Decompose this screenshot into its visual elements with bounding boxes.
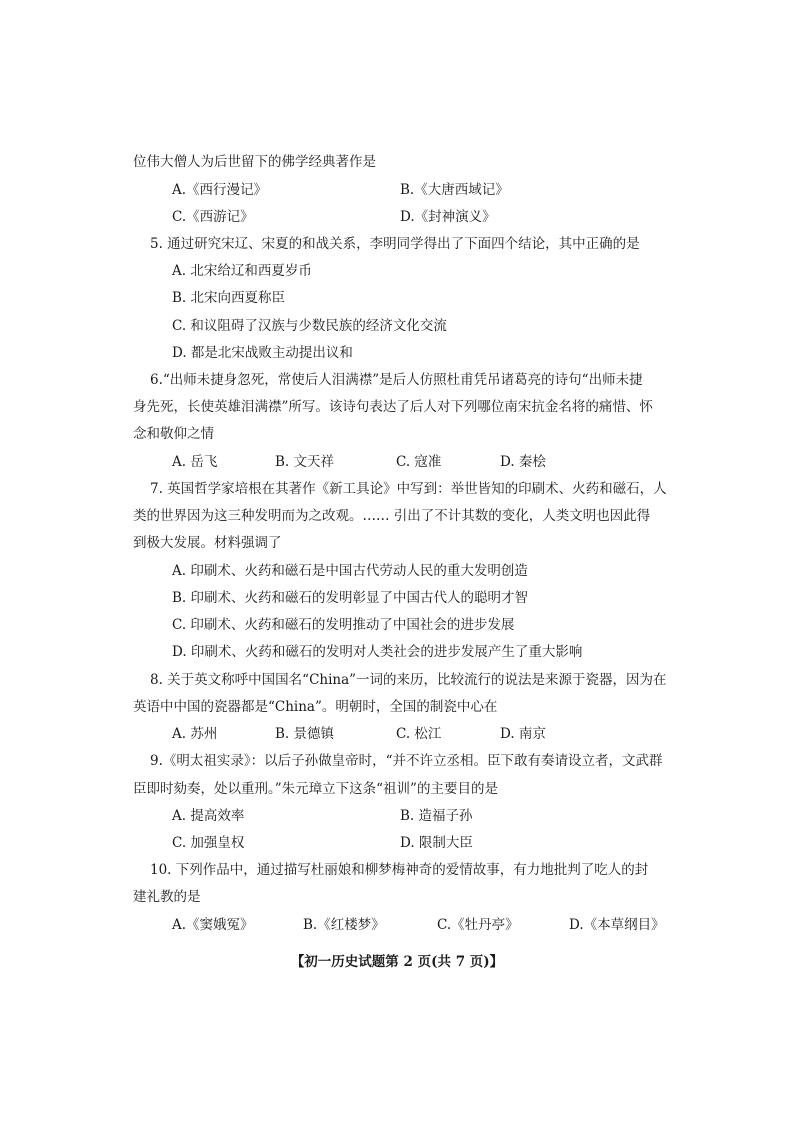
- question-8-stem-line-2: 英语中中国的瓷器都是“China”。明朝时，全国的制瓷中心在: [133, 699, 498, 715]
- question-6-option-a: A. 岳飞: [172, 454, 218, 470]
- question-7-option-a: A. 印刷术、火药和磁石是中国古代劳动人民的重大发明创造: [172, 563, 528, 579]
- question-7-stem-line-3: 到极大发展。材料强调了: [133, 535, 282, 551]
- question-5-option-c: C. 和议阻碍了汉族与少数民族的经济文化交流: [172, 318, 447, 334]
- question-4-stem-continued: 位伟大僧人为后世留下的佛学经典著作是: [133, 154, 376, 170]
- question-4-option-c: C.《西游记》: [172, 209, 254, 225]
- question-7-option-c: C. 印刷术、火药和磁石的发明推动了中国社会的进步发展: [172, 617, 515, 633]
- question-6-stem-line-3: 念和敬仰之情: [133, 426, 214, 442]
- question-10-stem-line-1: 10. 下列作品中，通过描写杜丽娘和柳梦梅神奇的爱情故事，有力地批判了吃人的封: [150, 862, 649, 878]
- question-6-option-c: C. 寇准: [396, 454, 442, 470]
- question-9-option-c: C. 加强皇权: [172, 835, 245, 851]
- question-7-stem-line-1: 7. 英国哲学家培根在其著作《新工具论》中写到：举世皆知的印刷术、火药和磁石，人: [150, 481, 667, 497]
- question-9-option-b: B. 造福子孙: [400, 808, 473, 824]
- question-4-option-d: D.《封神演义》: [400, 209, 496, 225]
- question-5-option-a: A. 北宋给辽和西夏岁币: [172, 263, 312, 279]
- question-9-stem-line-2: 臣即时劾奏，处以重刑。”朱元璋立下这条“祖训”的主要目的是: [133, 781, 498, 797]
- question-10-option-b: B.《红楼梦》: [303, 917, 385, 933]
- question-9-option-a: A. 提高效率: [172, 808, 245, 824]
- question-8-option-d: D. 南京: [500, 726, 546, 742]
- question-10-option-c: C.《牡丹亭》: [437, 917, 519, 933]
- question-4-option-b: B.《大唐西域记》: [400, 182, 509, 198]
- question-6-stem-line-1: 6.“出师未捷身忽死，常使后人泪满襟”是后人仿照杜甫凭吊诸葛亮的诗句“出师未捷: [150, 372, 643, 388]
- question-5-option-d: D. 都是北宋战败主动提出议和: [172, 345, 353, 361]
- question-7-stem-line-2: 类的世界因为这三种发明而为之改观。…… 引出了不计其数的变化，人类文明也因此得: [133, 508, 651, 524]
- question-8-stem-line-1: 8. 关于英文称呼中国国名“China”一词的来历，比较流行的说法是来源于瓷器，因为在: [150, 672, 667, 688]
- question-10-option-a: A.《窦娥冤》: [172, 917, 254, 933]
- question-8-option-a: A. 苏州: [172, 726, 218, 742]
- question-9-option-d: D. 限制大臣: [400, 835, 473, 851]
- question-7-option-b: B. 印刷术、火药和磁石的发明彰显了中国古代人的聪明才智: [172, 590, 529, 606]
- question-10-stem-line-2: 建礼教的是: [133, 889, 201, 905]
- question-10-option-d: D.《本草纲目》: [569, 917, 665, 933]
- page-footer: 【初一历史试题第 2 页(共 7 页)】: [290, 954, 504, 970]
- question-8-option-b: B. 景德镇: [275, 726, 335, 742]
- question-7-option-d: D. 印刷术、火药和磁石的发明对人类社会的进步发展产生了重大影响: [172, 644, 583, 660]
- question-8-option-c: C. 松江: [396, 726, 442, 742]
- question-6-option-d: D. 秦桧: [500, 454, 546, 470]
- question-9-stem-line-1: 9.《明太祖实录》：以后子孙做皇帝时，“并不许立丞相。臣下敢有奏请设立者，文武群: [150, 753, 663, 769]
- question-5-option-b: B. 北宋向西夏称臣: [172, 290, 286, 306]
- question-5-stem: 5. 通过研究宋辽、宋夏的和战关系，李明同学得出了下面四个结论，其中正确的是: [150, 236, 640, 252]
- question-6-stem-line-2: 身先死，长使英雄泪满襟”所写。该诗句表达了后人对下列哪位南宋抗金名将的痛惜、怀: [133, 399, 653, 415]
- question-6-option-b: B. 文天祥: [275, 454, 335, 470]
- question-4-option-a: A.《西行漫记》: [172, 182, 268, 198]
